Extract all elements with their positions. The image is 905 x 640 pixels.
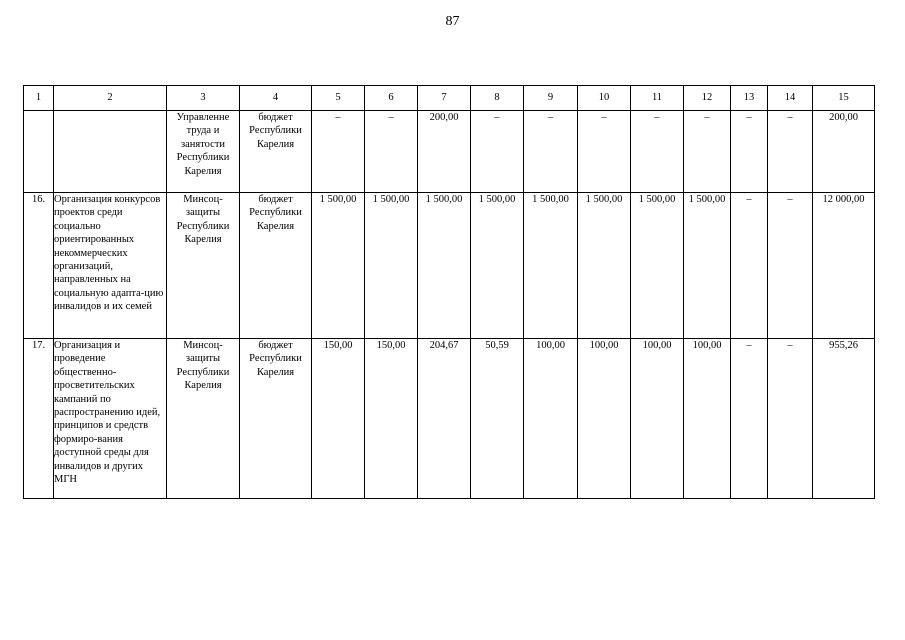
column-header: 11	[631, 86, 684, 111]
value-cell: –	[768, 111, 813, 193]
executor: Минсоц-защиты Республики Карелия	[167, 339, 240, 499]
column-header: 2	[54, 86, 167, 111]
budget-table	[23, 85, 875, 499]
column-header: 12	[684, 86, 731, 111]
value-cell: –	[731, 111, 768, 193]
column-header: 9	[524, 86, 578, 111]
row-number	[24, 111, 54, 193]
total-cell: 12 000,00	[813, 193, 875, 339]
table-row	[24, 193, 875, 339]
value-cell: 100,00	[684, 339, 731, 499]
executor: Минсоц-защиты Республики Карелия	[167, 193, 240, 339]
value-cell: –	[524, 111, 578, 193]
value-cell: 150,00	[312, 339, 365, 499]
funding-source: бюджет Республики Карелия	[240, 339, 312, 499]
column-header: 4	[240, 86, 312, 111]
value-cell: –	[365, 111, 418, 193]
value-cell: –	[768, 339, 813, 499]
value-cell: –	[731, 339, 768, 499]
value-cell: 1 500,00	[524, 193, 578, 339]
value-cell: –	[684, 111, 731, 193]
column-header: 15	[813, 86, 875, 111]
measure-name: Организация конкурсов проектов среди социально ориентированных некоммерческих организаций, направленных на социальную адапта-цию инвалидов и их семей	[54, 193, 167, 339]
value-cell: –	[768, 193, 813, 339]
value-cell: –	[471, 111, 524, 193]
column-header: 8	[471, 86, 524, 111]
value-cell: 100,00	[524, 339, 578, 499]
measure-name: Организация и проведение общественно-просветительских кампаний по распространению идей, принципов и средств формиро-вания доступной среды для инвалидов и других МГН	[54, 339, 167, 499]
table-row	[24, 111, 875, 193]
value-cell: 100,00	[631, 339, 684, 499]
funding-source: бюджет Республики Карелия	[240, 193, 312, 339]
value-cell: 1 500,00	[578, 193, 631, 339]
funding-source: бюджет Республики Карелия	[240, 111, 312, 193]
column-header: 7	[418, 86, 471, 111]
value-cell: –	[578, 111, 631, 193]
row-number: 16.	[24, 193, 54, 339]
header-row	[24, 86, 875, 111]
executor: Управленне труда и занятости Республики Карелия	[167, 111, 240, 193]
value-cell: 1 500,00	[365, 193, 418, 339]
column-header: 1	[24, 86, 54, 111]
total-cell: 200,00	[813, 111, 875, 193]
value-cell: 1 500,00	[684, 193, 731, 339]
column-header: 14	[768, 86, 813, 111]
value-cell: 200,00	[418, 111, 471, 193]
row-number: 17.	[24, 339, 54, 499]
value-cell: 50,59	[471, 339, 524, 499]
value-cell: 1 500,00	[418, 193, 471, 339]
value-cell: –	[731, 193, 768, 339]
value-cell: –	[312, 111, 365, 193]
value-cell: 150,00	[365, 339, 418, 499]
value-cell: 100,00	[578, 339, 631, 499]
column-header: 5	[312, 86, 365, 111]
value-cell: 1 500,00	[631, 193, 684, 339]
page-number: 87	[445, 14, 460, 29]
column-header: 10	[578, 86, 631, 111]
total-cell: 955,26	[813, 339, 875, 499]
value-cell: 1 500,00	[471, 193, 524, 339]
value-cell: –	[631, 111, 684, 193]
column-header: 6	[365, 86, 418, 111]
column-header: 13	[731, 86, 768, 111]
value-cell: 204,67	[418, 339, 471, 499]
value-cell: 1 500,00	[312, 193, 365, 339]
column-header: 3	[167, 86, 240, 111]
table-row	[24, 339, 875, 499]
measure-name	[54, 111, 167, 193]
